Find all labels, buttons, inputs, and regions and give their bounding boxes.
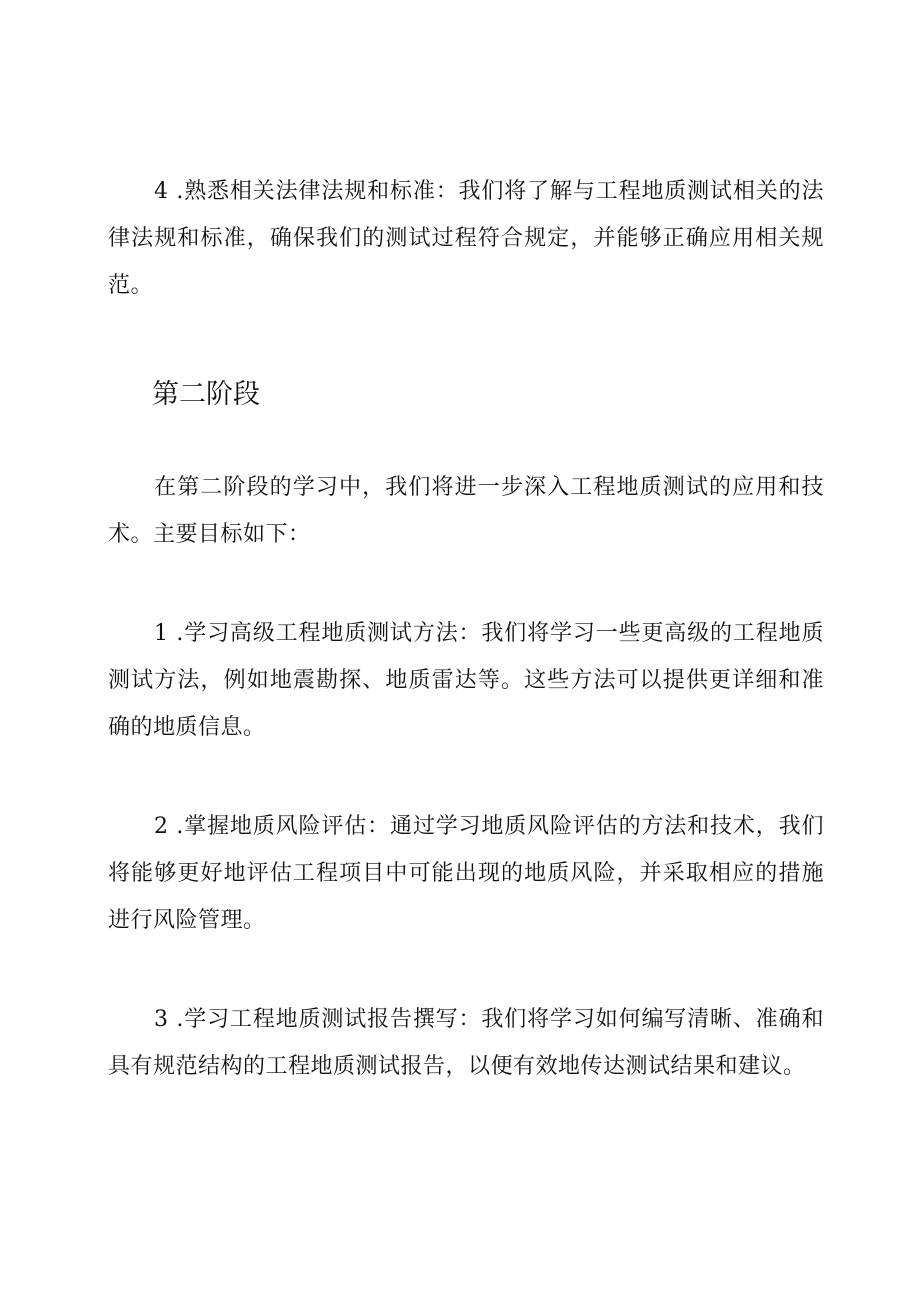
list-item-2-risk-assessment: 2 .掌握地质风险评估：通过学习地质风险评估的方法和技术，我们将能够更好地评估工程项目中可能出现的地质风险，并采取相应的措施进行风险管理。 — [108, 814, 824, 933]
list-item-3-report-writing: 3 .学习工程地质测试报告撰写：我们将学习如何编写清晰、准确和具有规范结构的工程地质测试报告，以便有效地传达测试结果和建议。 — [108, 1007, 824, 1079]
list-item-1-advanced-methods: 1 .学习高级工程地质测试方法：我们将学习一些更高级的工程地质测试方法，例如地震勘探、地质雷达等。这些方法可以提供更详细和准确的地质信息。 — [108, 621, 824, 740]
section-heading-stage-2: 第二阶段 — [152, 379, 260, 410]
list-item-4-regulations: 4 .熟悉相关法律法规和标准：我们将了解与工程地质测试相关的法律法规和标准，确保我们的测试过程符合规定，并能够正确应用相关规范。 — [108, 179, 824, 298]
section-intro-paragraph: 在第二阶段的学习中，我们将进一步深入工程地质测试的应用和技术。主要目标如下： — [108, 475, 824, 547]
